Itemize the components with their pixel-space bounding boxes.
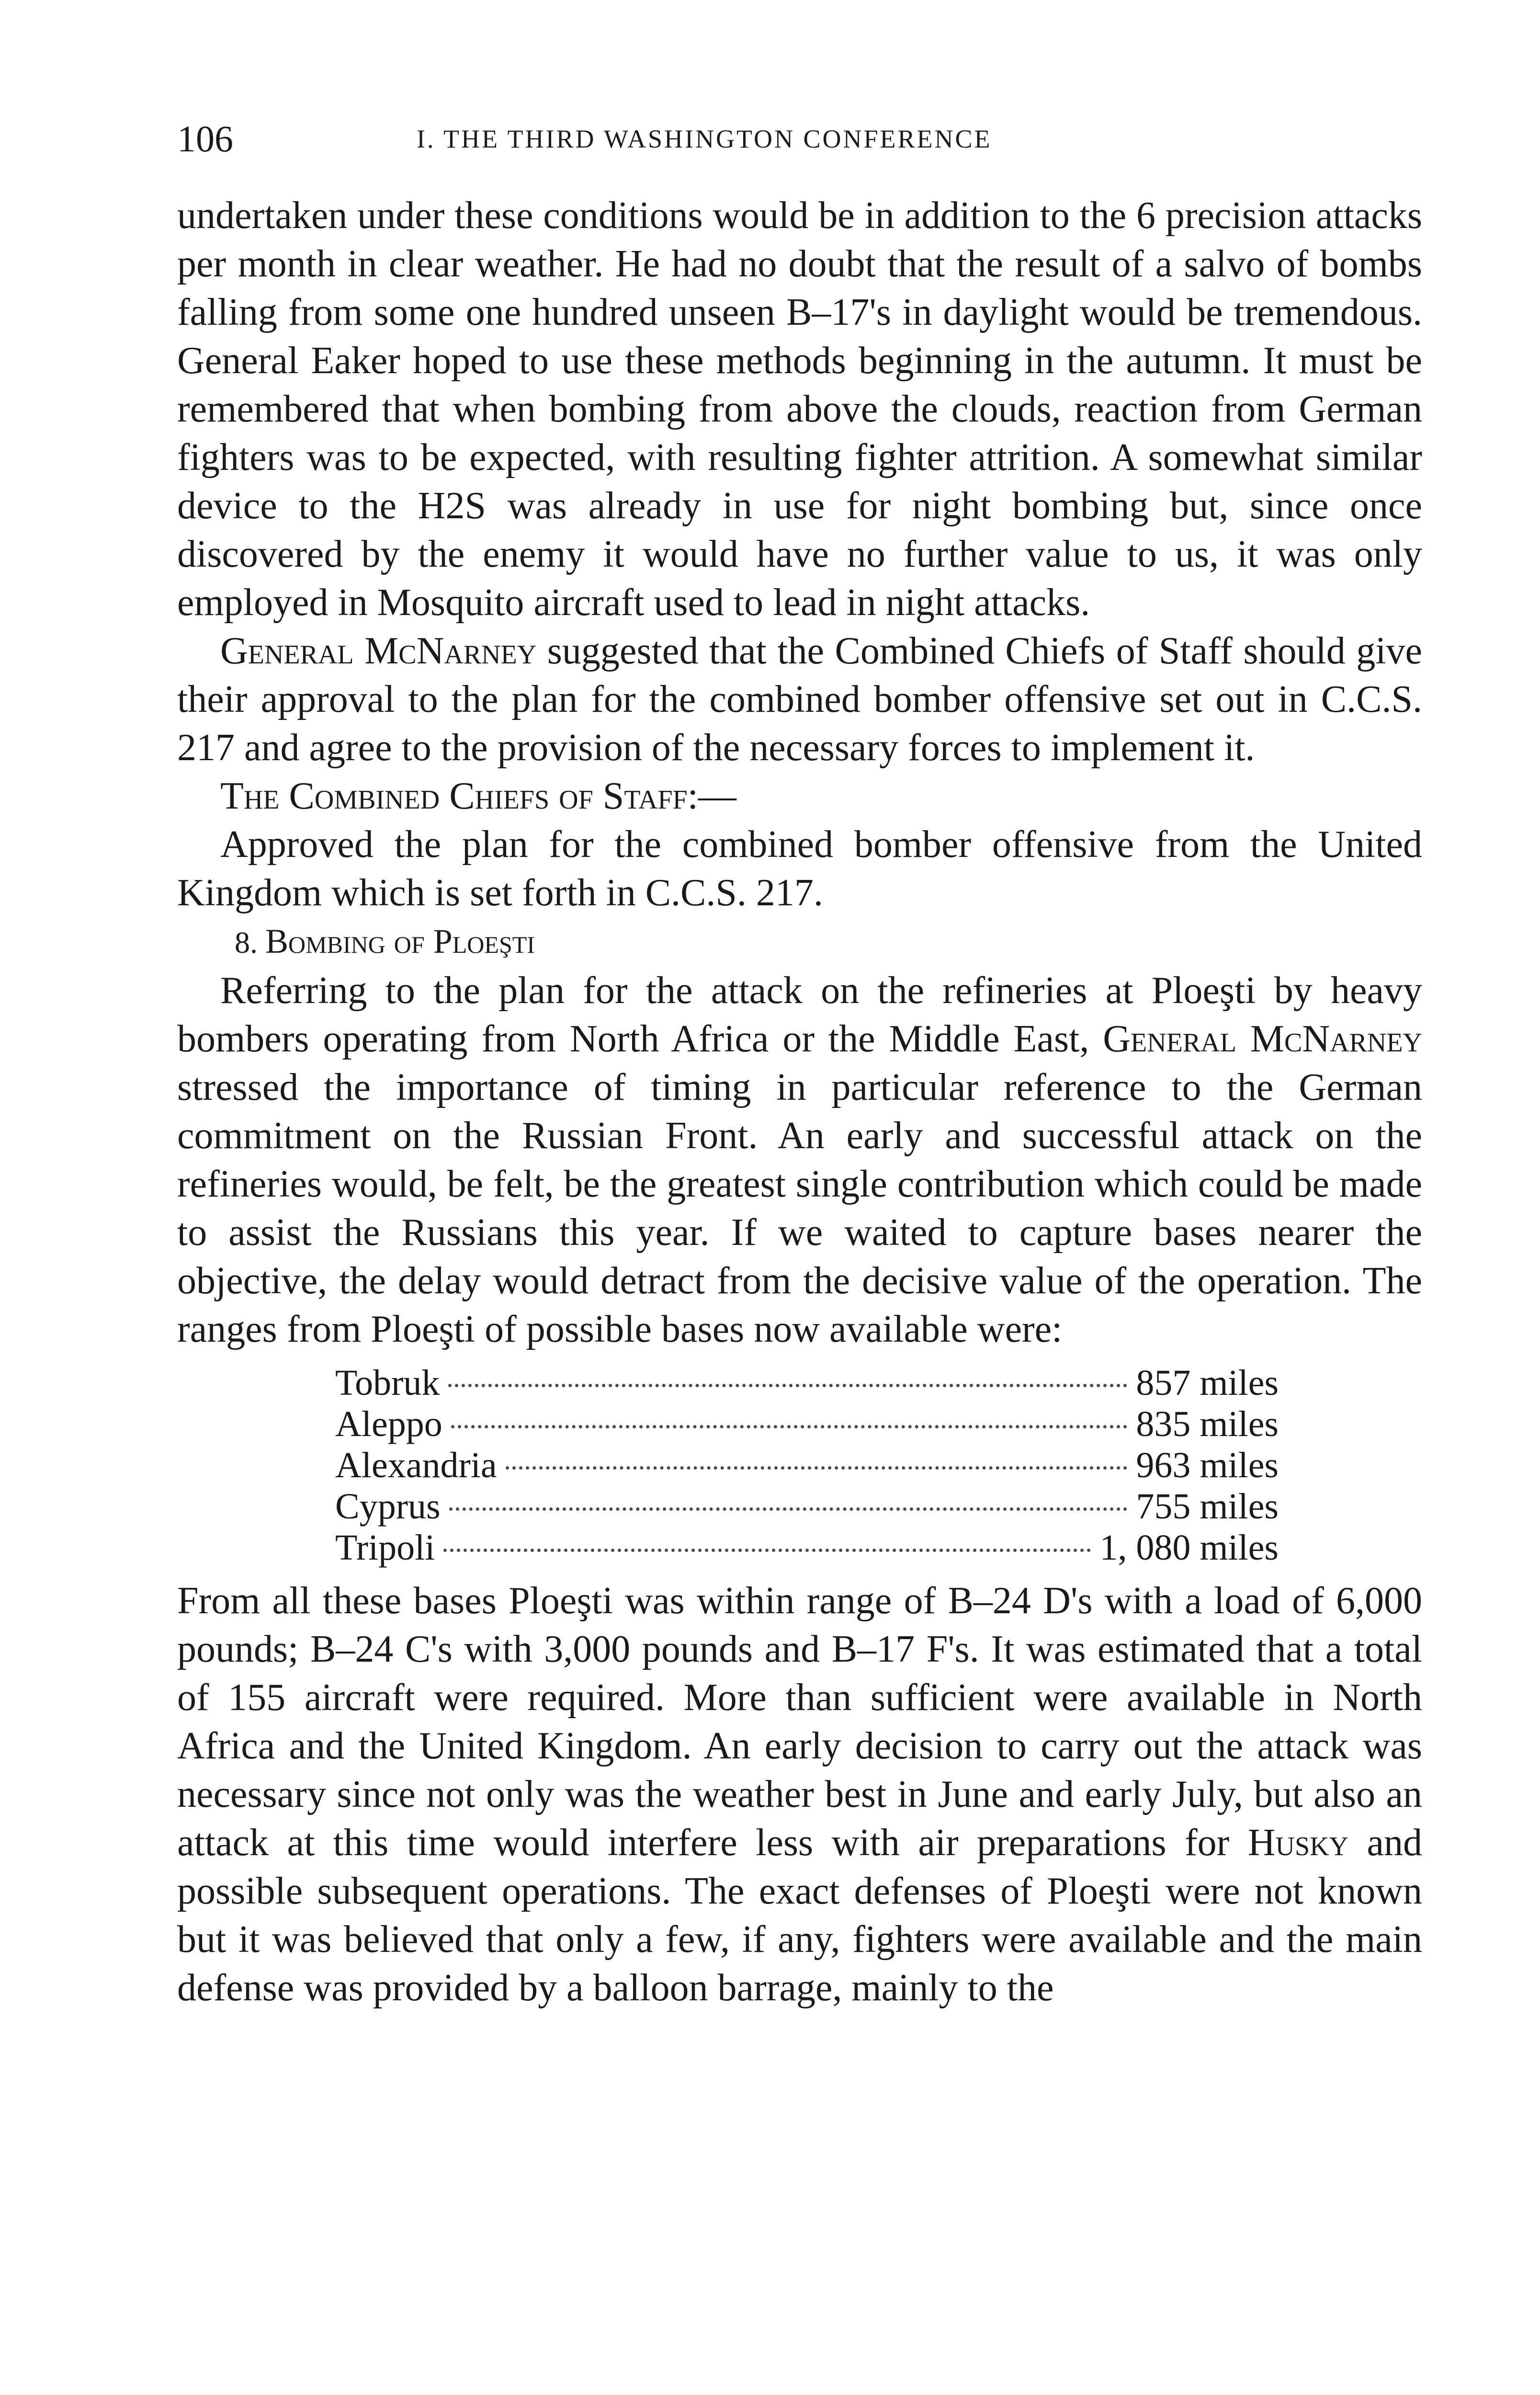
leader-dots [449, 1507, 1128, 1511]
base-distance: 857 miles [1136, 1363, 1279, 1403]
leader-dots [506, 1466, 1128, 1470]
paragraph-continuation: undertaken under these conditions would be in addition to the 6 precision attacks per month in clear weather. He had no doubt that the result of a salvo of bombs falling from some one hundred unseen B–17's in daylight would be tremendous. General Eaker hoped to use these methods beginning in the autumn. It must be remembered that when bombing from above the clouds, reaction from German fighters was to be expected, with resulting fighter attrition. A somewhat similar device to the H2S was already in use for night bombing but, since once discovered by the enemy it would have no further value to us, it was only employed in Mosquito aircraft used to lead in night attacks. [177, 194, 1422, 624]
base-name: Aleppo [335, 1404, 442, 1444]
page-number: 106 [177, 118, 233, 160]
leader-dots [451, 1425, 1128, 1428]
base-distance: 755 miles [1136, 1486, 1279, 1527]
paragraph-ccs-decision-lead [177, 772, 1422, 821]
running-head: I. THE THIRD WASHINGTON CONFERENCE [417, 125, 992, 153]
speaker-name: The Combined Chiefs of Staff [220, 775, 688, 817]
base-name: Tobruk [335, 1363, 440, 1403]
operation-codename: Husky [1247, 1822, 1349, 1864]
paragraph-mcnarney-suggestion [177, 627, 1422, 772]
paragraph-approval: Approved the plan for the combined bomber offensive from the United Kingdom which is set forth in C.C.S. 217. [177, 823, 1422, 914]
base-range-table [335, 1362, 1279, 1568]
paragraph-aircraft-estimate [177, 1577, 1422, 2012]
paragraph-text: :— [687, 775, 736, 817]
base-distance: 1, 080 miles [1099, 1528, 1279, 1568]
page-header [177, 110, 1422, 168]
paragraph-text: Referring to the plan for the attack on the refineries at Ploeşti by heavy bombers operating from North Africa or the Middle East, [177, 969, 1422, 1060]
table-row [335, 1486, 1279, 1527]
body-text [177, 192, 1422, 2012]
paragraph-text: and possible subsequent operations. The exact defenses of Ploeşti were not known but it was believed that only a few, if any, fighters were available and the main defense was provided by a balloon barrage, mainly to the [177, 1822, 1423, 2009]
section-title: Bombing of Ploeşti [265, 922, 535, 960]
paragraph-text: suggested that the Combined Chiefs of Staff should give their approval to the plan for the combined bomber offensive set out in C.C.S. 217 and agree to the provision of the necessary forces to implement it. [177, 630, 1422, 769]
paragraph-ploesti-plan [177, 967, 1422, 1354]
leader-dots [448, 1384, 1127, 1387]
table-row [335, 1527, 1279, 1568]
leader-dots [443, 1549, 1091, 1552]
base-name: Alexandria [335, 1445, 497, 1485]
section-number: 8. [235, 925, 265, 959]
table-row [335, 1362, 1279, 1403]
base-distance: 963 miles [1136, 1445, 1279, 1485]
speaker-name: General McNarney [220, 630, 537, 672]
speaker-name: General McNarney [1103, 1018, 1422, 1060]
base-distance: 835 miles [1136, 1404, 1279, 1444]
paragraph-text: stressed the importance of timing in particular reference to the German commitment on the Russian Front. An early and successful attack on the refineries would, be felt, be the greatest single contribution which could be made to assist the Russians this year. If we waited to capture bases nearer the objective, the delay would detract from the decisive value of the operation. The ranges from Ploeşti of possible bases now available were: [177, 1066, 1422, 1350]
base-name: Tripoli [335, 1528, 435, 1568]
table-row [335, 1445, 1279, 1486]
paragraph-text: From all these bases Ploeşti was within range of B–24 D's with a load of 6,000 pounds; B–24 C's with 3,000 pounds and B–17 F's. It was estimated that a total of 155 aircraft were required. More than sufficient were available in North Africa and the United Kingdom. An early decision to carry out the attack was necessary since not only was the weather best in June and early July, but also an attack at this time would interfere less with air preparations for [177, 1580, 1422, 1864]
table-row [335, 1403, 1279, 1445]
base-name: Cyprus [335, 1486, 441, 1527]
section-heading [177, 917, 1422, 967]
